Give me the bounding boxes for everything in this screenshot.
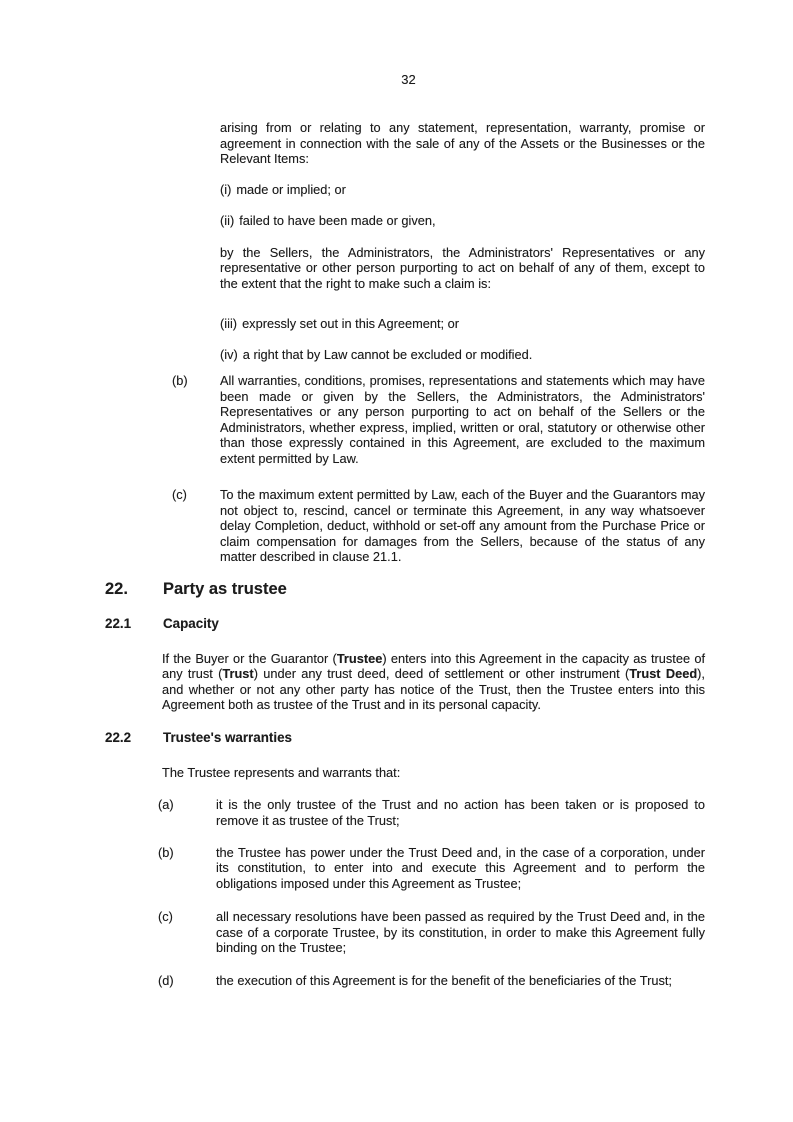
section-heading-22 [105,579,705,599]
clause21-lead-paragraph: arising from or relating to any statement, representation, warranty, promise or agreement in connection with the sale of any of the Assets or the Businesses or the Relevant Items: [220,120,705,167]
list-marker: (i) [220,181,232,197]
subsection-title: Capacity [163,616,219,632]
list-marker: (b) [172,373,188,389]
list-item-text: a right that by Law cannot be excluded or modified. [242,346,533,362]
list-marker: (d) [158,972,174,988]
list-item-c [172,487,705,565]
subsection-heading-22-2 [105,729,705,746]
list-marker: (iii) [220,315,238,331]
page-number: 32 [401,72,416,87]
list-item-text: all necessary resolutions have been passed as required by the Trust Deed and, in the case of a corporate Trustee, by its constitution, in order to make this Agreement fully binding on the Trustee; [216,909,705,956]
list-marker: (a) [158,797,174,813]
warranty-item-b [158,845,705,892]
list-item-text: All warranties, conditions, promises, representations and statements which may have been made or given by the Sellers, the Administrators, the Administrators' Representatives or any person purporting to act on behalf of the Sellers or the Administrators, whether express, implied, written or oral, statutory or otherwise other than those expressly contained in this Agreement, are excluded to the maximum extent permitted by Law. [220,373,705,466]
warranty-item-a [158,797,705,828]
list-item-text: To the maximum extent permitted by Law, each of the Buyer and the Guarantors may not object to, rescind, cancel or terminate this Agreement, in any way whatsoever delay Completion, deduct, withhold or set-off any amount from the Purchase Price or claim compensation for damages from the Sellers, because of the status of any matter described in clause 21.1. [220,487,705,565]
list-item-roman-iv [220,347,705,363]
subsection-title: Trustee's warranties [163,729,292,745]
list-item-text: made or implied; or [236,181,346,197]
list-marker: (c) [158,909,173,924]
warranties-intro: The Trustee represents and warrants that: [162,764,401,780]
list-marker: (c) [172,487,187,503]
list-item-roman-i [220,182,705,198]
list-item-text: the Trustee has power under the Trust Deed and, in the case of a corporation, under its constitution, to enter into and execute this Agreement and to perform the obligations imposed under this Agreement as Trustee; [216,844,705,891]
list-item-roman-ii [220,213,705,229]
list-item-text: expressly set out in this Agreement; or [242,315,460,331]
subsection-number: 22.2 [105,729,132,745]
subsection-number: 22.1 [105,616,132,632]
list-item-text: the execution of this Agreement is for the benefit of the beneficiaries of the Trust; [216,972,672,988]
list-item-roman-iii [220,316,705,332]
list-item-text: failed to have been made or given, [239,212,436,228]
list-marker: (ii) [220,212,235,228]
list-item-b [172,373,705,467]
warranty-item-c [158,909,705,956]
section-number: 22. [105,580,128,599]
list-marker: (b) [158,844,174,860]
list-item-text: it is the only trustee of the Trust and no action has been taken or is proposed to remove it as trustee of the Trust; [216,797,705,828]
capacity-paragraph: If the Buyer or the Guarantor (Trustee) enters into this Agreement in the capacity as trustee of any trust (Trust) under any trust deed, deed of settlement or other instrument (Trust Deed), and whether or not any other party has notice of the Trust, then the Trustee enters into this Agreement both as trustee of the Trust and in its personal capacity. [162,650,705,713]
clause21-middle-paragraph: by the Sellers, the Administrators, the Administrators' Representatives or any representative or other person purporting to act on behalf of any of them, except to the extent that the right to make such a claim is: [220,244,705,291]
subsection-heading-22-1 [105,615,705,632]
warranty-item-d [158,973,705,989]
section-title: Party as trustee [163,580,287,599]
list-marker: (iv) [220,346,238,362]
